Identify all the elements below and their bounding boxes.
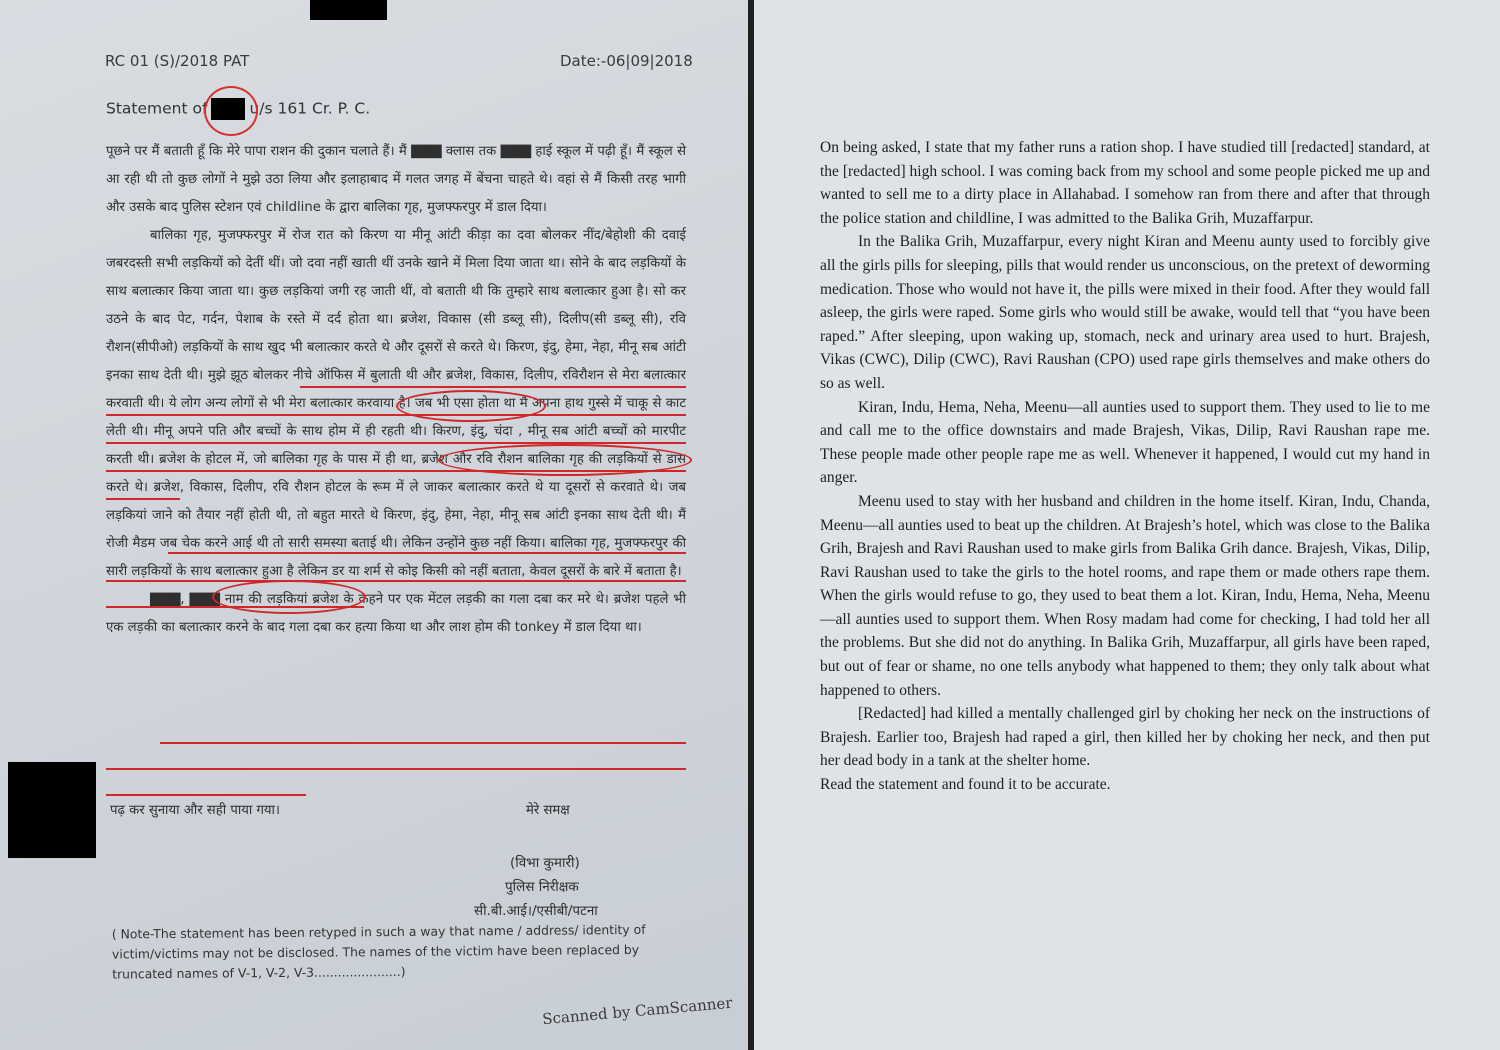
red-ink-underline [160,742,686,744]
translation-verification: Read the statement and found it to be accurate. [820,776,1111,794]
red-ink-underline [300,386,686,388]
officer-unit: सी.बी.आई।/एसीबी/पटना [474,903,598,919]
hindi-statement-body [106,138,686,642]
statement-prefix: Statement of [106,99,208,118]
red-ink-circle [396,390,546,422]
redaction-block-top [310,0,387,20]
redaction-block-side [8,762,96,858]
translation-paragraph-4: Meenu used to stay with her husband and children in the home itself. Kiran, Indu, Chanda, Meenu—all aunties used to beat up the children. At Brajesh’s hotel, which was close to the Balika Grih, Brajesh and Ravi Raushan used to make girls from Balika Grih dance. Brajesh, Vikas, Dilip, Ravi Raushan used to take the girls to the hotel rooms, and rape them or made others rape them. When the girls would refuse to go, they used to beat them a lot. Kiran, Indu, Hema, Neha, Meenu—all aunties used to support them. When Rosy madam had come for checking, I had told her all the problems. But she did not do anything. In Balika Grih, Muzaffarpur, all girls have been raped, but out of fear or shame, no one tells anybody what happened to them; they only talk about what happened to others. [820,492,1430,699]
red-ink-circle-title [204,86,258,136]
retype-note: ( Note-The statement has been retyped in such a way that name / address/ identity of victim/victims may not be disclosed. The names of the victim have been replaced by truncated names of V-1, V-2, V-3......................) [111,921,646,982]
red-ink-underline [106,414,686,416]
red-ink-underline [168,552,686,554]
red-ink-circle [438,444,692,476]
red-ink-underline [106,768,686,770]
red-ink-underline [106,498,180,500]
hindi-paragraph-2: बालिका गृह, मुजफ्फरपुर में रोज रात को किरण या मीनू आंटी कीड़ा का दवा बोलकर नींद/बेहोशी की दवाई जबरदस्ती सभी लड़कियों को देतीं थीं। जो दवा नहीं खाती थीं उनके खाने में मिला दिया जाता था। सोने के बाद लड़कियों के साथ बलात्कार किया जाता था। कुछ लड़कियां जगी रह जाती थीं, वो बताती थी कि तुम्हारे साथ बलात्कार हुआ है। सो कर उठने के बाद पेट, गर्दन, पेशाब के रस्ते में दर्द होता था। ब्रजेश, विकास (सी डब्लू सी), दिलीप(सी डब्लू सी), रवि रौशन(सीपीओ) लड़कियों के साथ खुद भी बलात्कार करते थे और दूसरों से करते थे। किरण, इंदु, हेमा, नेहा, मीनू सब आंटी इनका साथ देती थी। मुझे झूठ बोलकर नीचे ऑफिस में बुलाती थी और ब्रजेश, विकास, दिलीप, रविरौशन से मेरा बलात्कार करवाती थी। ये लोग अन्य लोगों से भी मेरा बलात्कार करवाया है। जब भी एसा होता था मैं अपना हाथ गुस्से में चाकू से काट लेती थी। मीनू अपने पति और बच्चों के साथ होम में ही रहती थी। किरण, इंदु, चंदा , मीनू सब आंटी बच्चों को मारपीट करती थी। ब्रजेश के होटल में, जो बालिका गृह के पास में ही था, ब्रजेश और रवि रौशन बालिका गृह की लड़कियों से डांस करते थे। ब्रजेश, विकास, दिलीप, रवि रौशन होटल के रूम में ले जाकर बलात्कार करते थे या दूसरों से करवाते थे। जब लड़कियां जाने को तैयार नहीं होती थी, तो बहुत मारते थे किरण, इंदु, हेमा, नेहा, मीनू सब आंटी इनका साथ देती थी। मैं रोजी मैडम जब चेक करने आई थी तो सारी समस्या बताई थी। लेकिन उन्होंने कुछ नहीं किया। बालिका गृह, मुजफ्फरपुर की सारी लड़कियों के साथ बलात्कार हुआ है लेकिन डर या शर्म से कोइ किसी को नहीं बताता, केवल दूसरों के बारे में बताता है। [106,228,686,579]
verification-line: पढ़ कर सुनाया और सही पाया गया। [110,803,280,818]
red-ink-circle [212,580,366,614]
hindi-paragraph-3: ▇▇▇, ▇▇▇ नाम की लड़कियां ब्रजेश के कहने पर एक मेंटल लड़की का गला दबा कर मरे थे। ब्रजेश पहले भी एक लड़की का बलात्कार करने के बाद गला दबा कर हत्या किया था और लाश होम की tonkey में डाल दिया था। [106,592,686,635]
translation-body [820,136,1430,797]
scanner-watermark: Scanned by CamScanner [541,993,734,1029]
red-ink-underline [106,794,306,796]
statement-date: Date:-06|09|2018 [560,52,693,70]
red-ink-underline [106,580,686,582]
translation-paragraph-5: [Redacted] had killed a mentally challenged girl by choking her neck on the instructions of Brajesh. Earlier too, Brajesh had raped a girl, then killed her by choking her neck, and then put her dead body in a tank at the shelter home. [820,705,1430,770]
case-reference: RC 01 (S)/2018 PAT [105,52,250,70]
officer-rank: पुलिस निरीक्षक [505,879,579,895]
officer-name: (विभा कुमारी) [510,855,580,871]
translation-paragraph-3: Kiran, Indu, Hema, Neha, Meenu—all aunties used to support them. They used to lie to me and call me to the office downstairs and made Brajesh, Vikas, Dilip, Ravi Raushan rape me. These people made other people rape me as well. Whenever it happened, I would cut my hand in anger. [820,398,1430,487]
translation-paragraph-2: In the Balika Grih, Muzaffarpur, every night Kiran and Meenu aunty used to forcibly give all the girls pills for sleeping, pills that would render us unconscious, on the pretext of deworming medication. Those who would not have it, the pills were mixed in their food. After they would fall asleep, the girls were raped. Some girls who would still be awake, would tell that “you have been raped.” After sleeping, upon waking up, stomach, neck and urinary area used to hurt. Brajesh, Vikas (CWC), Dilip (CWC), Ravi Raushan (CPO) used rape girls themselves and make others do so as well. [820,233,1430,392]
english-translation-page [754,0,1500,1050]
hindi-paragraph-1: पूछने पर मैं बताती हूँ कि मेरे पापा राशन की दुकान चलाते हैं। मैं ▇▇▇ क्लास तक ▇▇▇ हाई स्कूल में पढ़ी हूँ। मैं स्कूल से आ रही थी तो कुछ लोगों ने मुझे उठा लिया और इलाहाबाद में गलत जगह में बेंचना चाहते थे। वहां से मैं किसी तरह भागी और उसके बाद पुलिस स्टेशन एवं childline के द्वारा बालिका गृह, मुजफ्फरपुर में डाल दिया। [106,144,686,215]
translation-paragraph-1: On being asked, I state that my father runs a ration shop. I have studied till [redacted] standard, at the [redacted] high school. I was coming back from my school and some people picked me up and wanted to sell me to a dirty place in Allahabad. I somehow ran from there and after that through the police station and childline, I was admitted to the Balika Grih, Muzaffarpur. [820,139,1430,227]
before-me-label: मेरे समक्ष [526,803,570,818]
statement-suffix: u/s 161 Cr. P. C. [249,99,371,118]
